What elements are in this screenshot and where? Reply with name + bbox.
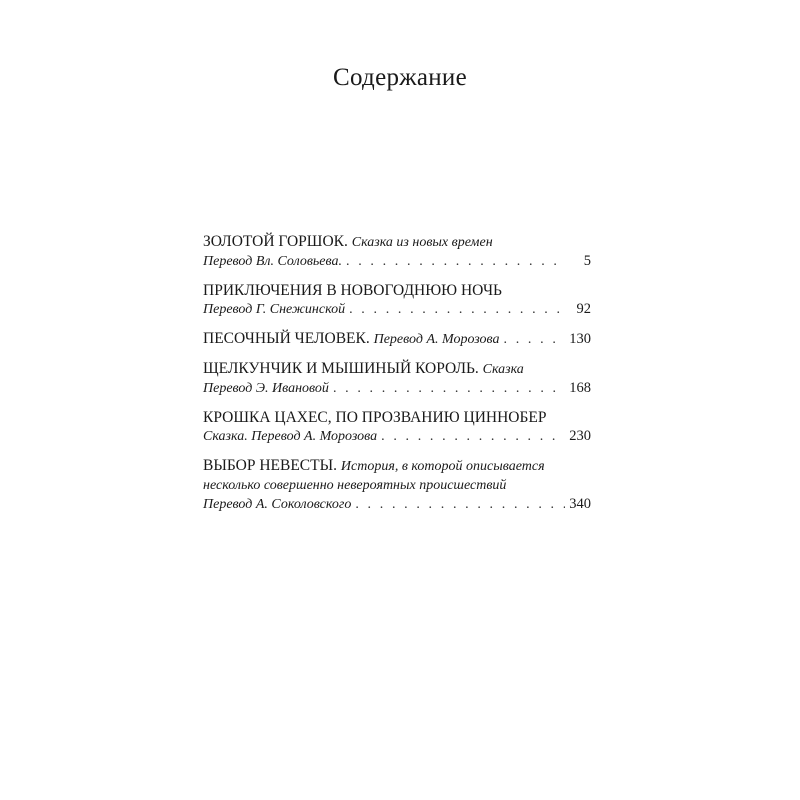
dot-leader [355, 495, 565, 514]
toc-entry-title: ЩЕЛКУНЧИК И МЫШИНЫЙ КОРОЛЬ. [203, 360, 479, 377]
toc-entry-translator: Сказка. Перевод А. Морозова [203, 429, 378, 444]
toc-entry-nutcracker[interactable] [203, 359, 591, 398]
toc-entry-last-line [203, 329, 591, 349]
toc-entry-translator: Перевод А. Морозова [373, 332, 500, 347]
toc-entry-title: КРОШКА ЦАХЕС, ПО ПРОЗВАНИЮ ЦИННОБЕР [203, 409, 547, 426]
toc-entry-heading [203, 359, 591, 379]
dot-leader [346, 252, 565, 271]
toc-page-number: 168 [569, 380, 591, 396]
toc-entry-subtitle: Сказка из новых времен [351, 235, 493, 250]
toc-entry-last-line [203, 379, 591, 398]
toc-entry-little-zaches[interactable] [203, 408, 591, 446]
toc-entry-new-year-adventures[interactable] [203, 281, 591, 319]
toc-page-number: 5 [583, 253, 591, 269]
toc-entry-choice-of-bride[interactable] [203, 456, 591, 514]
table-of-contents [203, 232, 591, 524]
toc-entry-heading [203, 329, 500, 349]
toc-entry-subtitle-continued: несколько совершенно невероятных происшествий [203, 478, 507, 493]
dot-leader [381, 427, 565, 446]
toc-entry-subtitle-line [203, 476, 591, 495]
toc-entry-last-line [203, 300, 591, 319]
toc-entry-heading [203, 281, 591, 300]
toc-entry-last-line [203, 427, 591, 446]
toc-entry-subtitle: Сказка [482, 362, 524, 377]
toc-entry-last-line [203, 252, 591, 271]
toc-entry-translator: Перевод Г. Снежинской [203, 302, 346, 317]
toc-page-number: 340 [569, 496, 591, 512]
toc-page-number: 92 [576, 301, 591, 317]
toc-page-number: 130 [569, 331, 591, 347]
toc-entry-translator: Перевод Э. Ивановой [203, 381, 329, 396]
dot-leader [349, 300, 565, 319]
dot-leader [333, 379, 565, 398]
toc-entry-sandman[interactable] [203, 329, 591, 349]
toc-page-number: 230 [569, 428, 591, 444]
toc-entry-golden-pot[interactable] [203, 232, 591, 271]
toc-entry-title: ЗОЛОТОЙ ГОРШОК. [203, 233, 348, 250]
toc-entry-title: ПЕСОЧНЫЙ ЧЕЛОВЕК. [203, 330, 370, 347]
toc-entry-last-line [203, 495, 591, 514]
toc-entry-title: ПРИКЛЮЧЕНИЯ В НОВОГОДНЮЮ НОЧЬ [203, 282, 502, 299]
toc-entry-heading [203, 456, 591, 476]
toc-entry-subtitle: История, в которой описывается [340, 459, 545, 474]
toc-entry-heading [203, 408, 591, 427]
page-title: Содержание [333, 64, 467, 91]
toc-entry-translator: Перевод А. Соколовского [203, 497, 352, 512]
toc-entry-heading [203, 232, 591, 252]
toc-entry-title: ВЫБОР НЕВЕСТЫ. [203, 457, 338, 474]
dot-leader [504, 330, 565, 349]
toc-entry-translator: Перевод Вл. Соловьева. [203, 254, 342, 269]
